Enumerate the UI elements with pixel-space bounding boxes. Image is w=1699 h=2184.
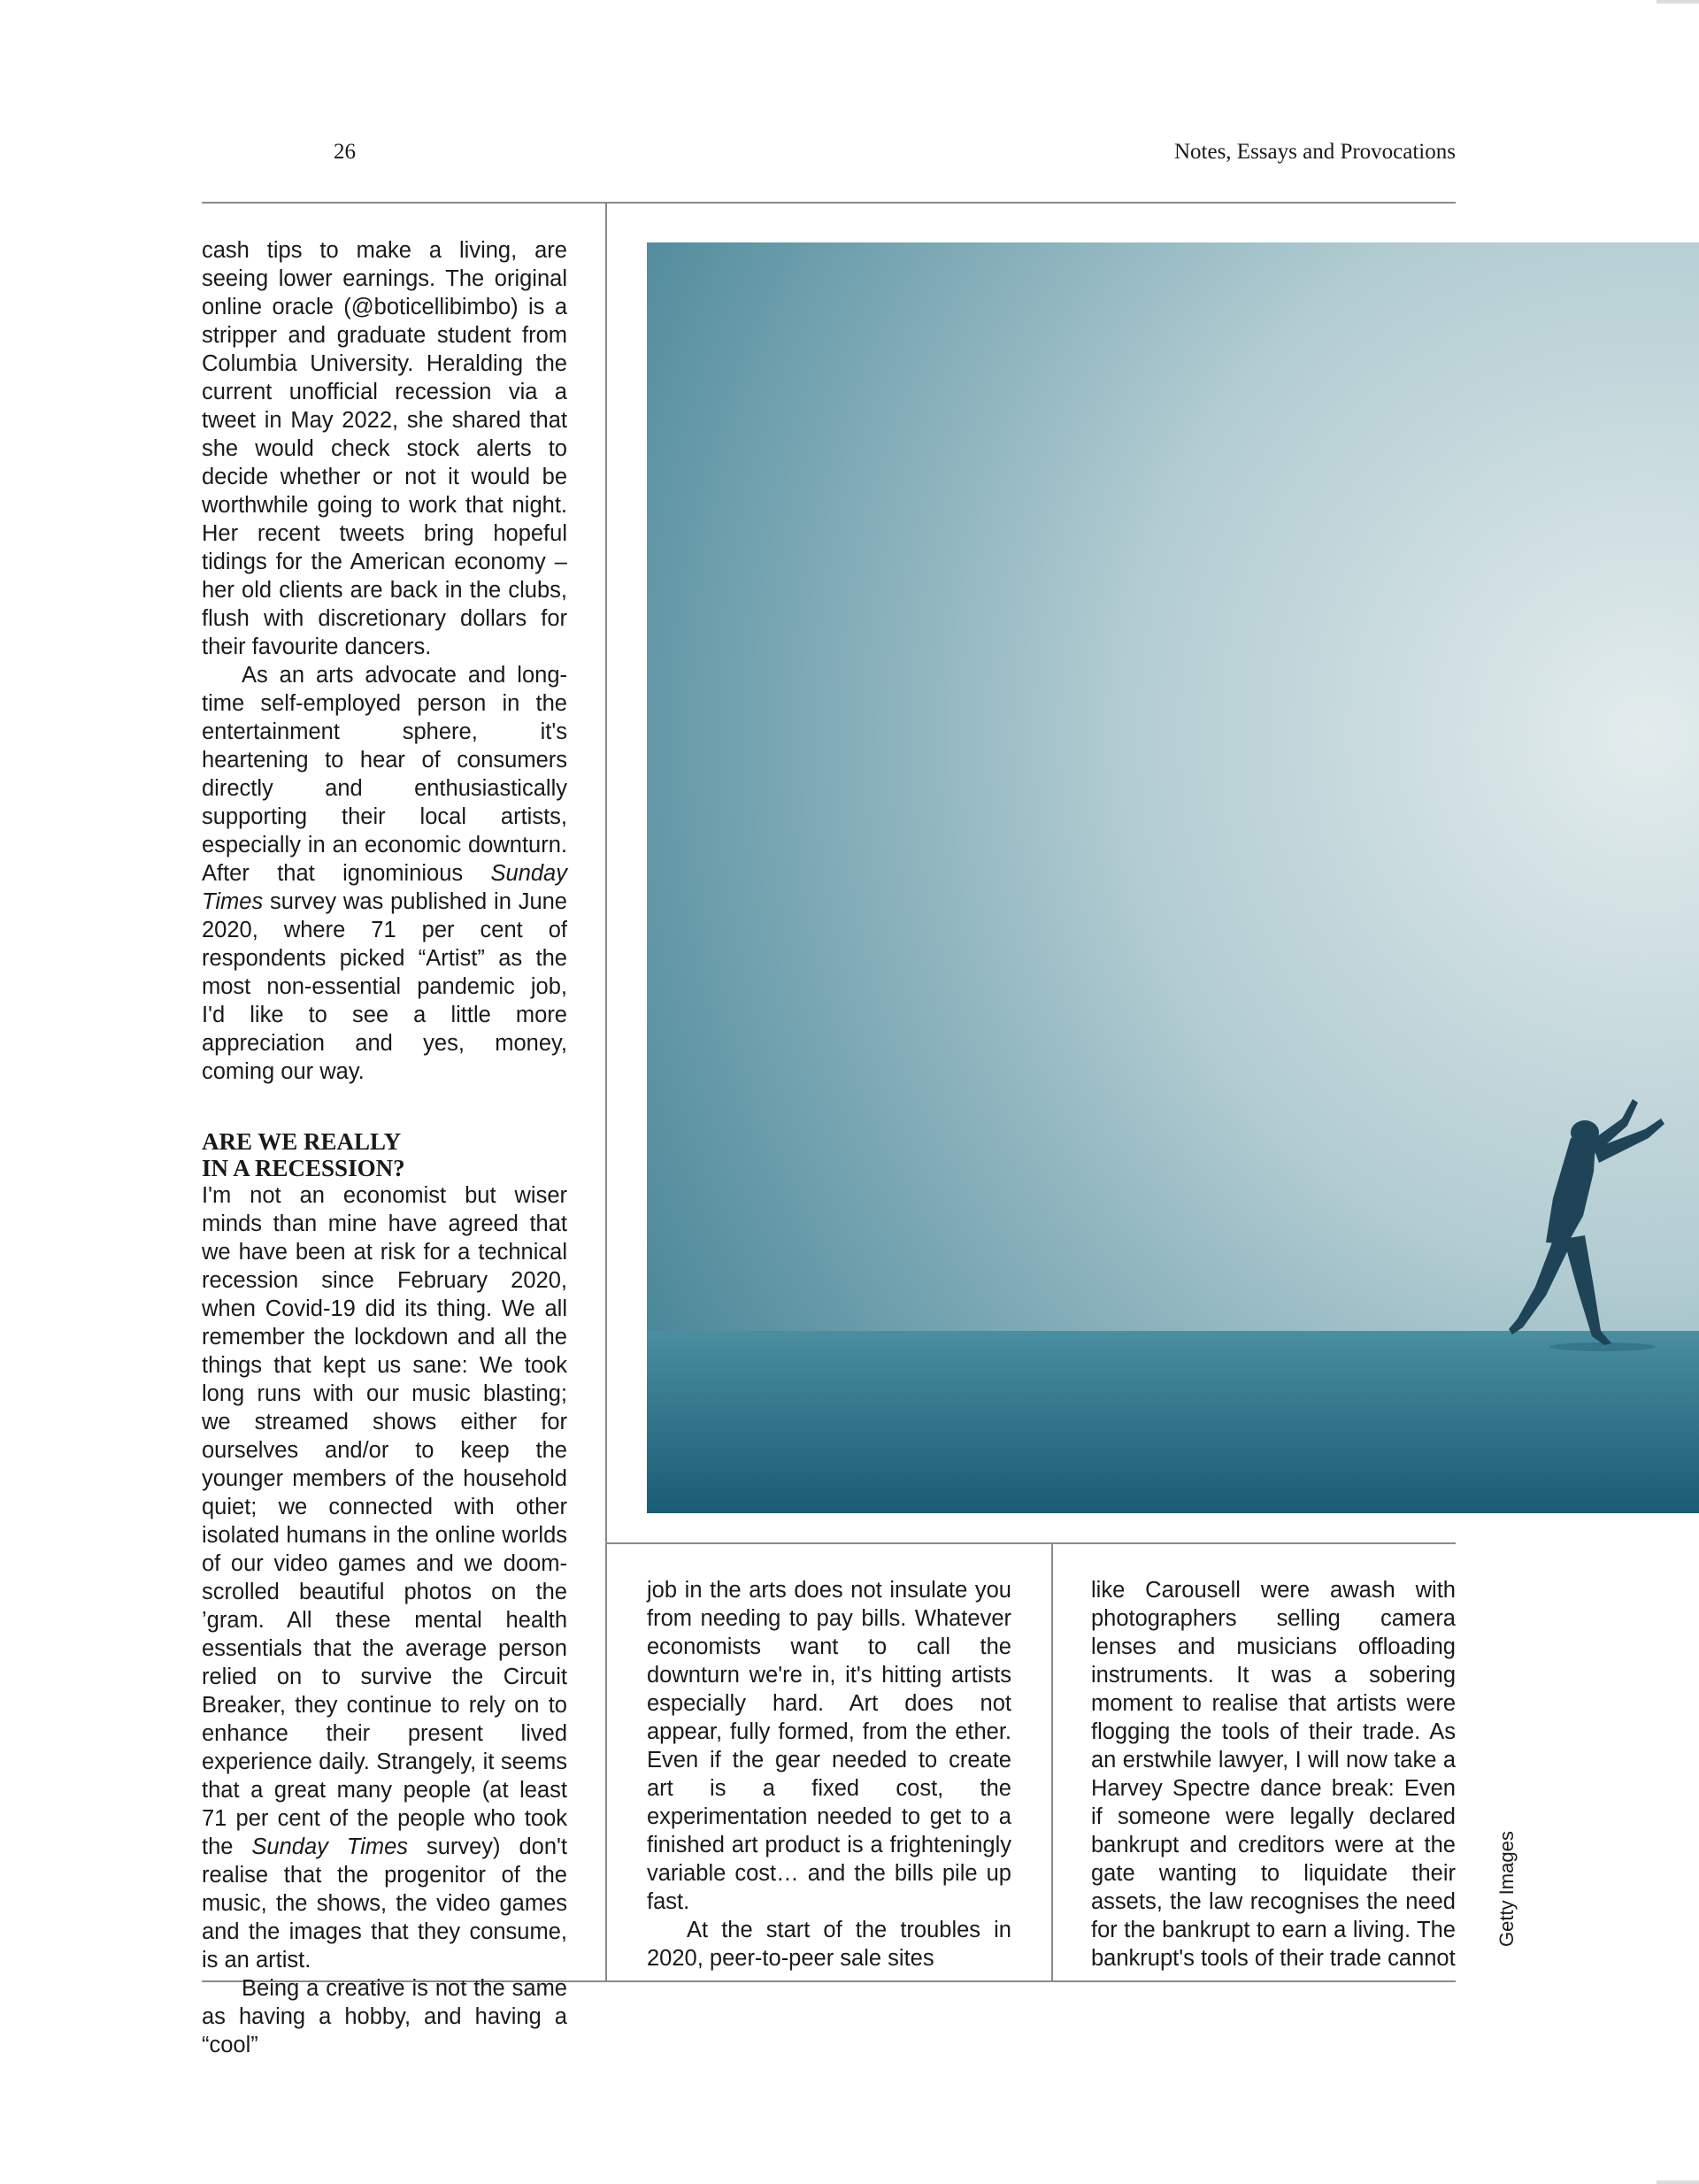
subheading-line: IN A RECESSION? (202, 1155, 405, 1181)
text-run: survey) don't realise that the progenitor of the music, the shows, the video games and the images that they consume, is an artist. (202, 1834, 567, 1973)
paragraph: cash tips to make a living, are seeing lower earnings. The original online oracle (@boticellibimbo) is a stripper and graduate student from Columbia University. Heralding the current unofficial recession via a tweet in May 2022, she shared that she would check stock alerts to decide whether or not it would be worthwhile going to work that night. Her recent tweets bring hopeful tidings for the American economy – her old clients are back in the clubs, flush with discretionary dollars for their favourite dancers. (202, 238, 567, 659)
photo-credit: Getty Images (1495, 1831, 1518, 1947)
section-title: Notes, Essays and Provocations (1173, 140, 1456, 164)
article-column-2 (647, 1576, 1011, 1973)
text-run: survey was published in June 2020, where 71 per cent of respondents picked “Artist” as the most non-essential pandemic job, I'd like to see a little more appreciation and yes, money, coming our way. (202, 889, 567, 1084)
illustration-photo (647, 242, 1699, 1513)
italic-title: Sunday Times (202, 861, 567, 914)
column-divider-right (1051, 1543, 1053, 1981)
italic-title: Sunday Times (251, 1834, 409, 1859)
sky (647, 242, 1699, 1335)
paragraph: Being a creative is not the same as having a hobby, and having a “cool” (202, 1976, 567, 2057)
subheading-line: ARE WE REALLY (202, 1128, 402, 1155)
paragraph (202, 1181, 567, 1974)
text-run: As an arts advocate and long-time self-employed person in the entertainment sphere, it's heartening to hear of consumers directly and enthusiastically supporting their local artists, especially in an economic downturn. After that ignominious (202, 663, 567, 886)
header-rule (202, 202, 1456, 204)
page-corner-mark (1657, 2180, 1699, 2184)
paragraph: like Carousell were awash with photographers selling camera lenses and musicians offloading instruments. It was a sobering moment to realise that artists were flogging the tools of their trade. As an erstwhile lawyer, I will now take a Harvey Spectre dance break: Even if someone were legally declared bankrupt and creditors were at the gate wanting to liquidate their assets, the law recognises the need for the bankrupt to earn a living. The bankrupt's tools of their trade cannot (1091, 1578, 1456, 1971)
sea (647, 1331, 1699, 1513)
section-subheading (202, 1128, 567, 1181)
article-column-3 (1091, 1576, 1456, 1973)
page-corner-mark (1657, 0, 1699, 4)
text-run: I'm not an economist but wiser minds than mine have agreed that we have been at risk for a technical recession since February 2020, when Covid-19 did its thing. We all remember the lockdown and all the things that kept us sane: We took long runs with our music blasting; we streamed shows either for ourselves and/or to keep the younger members of the household quiet; we connected with other isolated humans in the online worlds of our video games and we doom-scrolled beautiful photos on the ’gram. All these mental health essentials that the average person relied on to survive the Circuit Breaker, they continue to rely on to enhance their present lived experience daily. Strangely, it seems that a great many people (at least 71 per cent of the people who took the (202, 1183, 567, 1859)
column-divider-left (605, 202, 607, 1981)
paragraph (202, 661, 567, 1086)
photo-bottom-rule (605, 1542, 1456, 1544)
page-number: 26 (334, 140, 356, 164)
paragraph: job in the arts does not insulate you from needing to pay bills. Whatever economists want to call the downturn we're in, it's hitting artists especially hard. Art does not appear, fully formed, from the ether. Even if the gear needed to create art is a fixed cost, the experimentation needed to get to a finished art product is a frighteningly variable cost… and the bills pile up fast. (647, 1578, 1011, 1914)
paragraph: At the start of the troubles in 2020, peer-to-peer sale sites (647, 1918, 1011, 1971)
article-column-1 (202, 236, 567, 2059)
